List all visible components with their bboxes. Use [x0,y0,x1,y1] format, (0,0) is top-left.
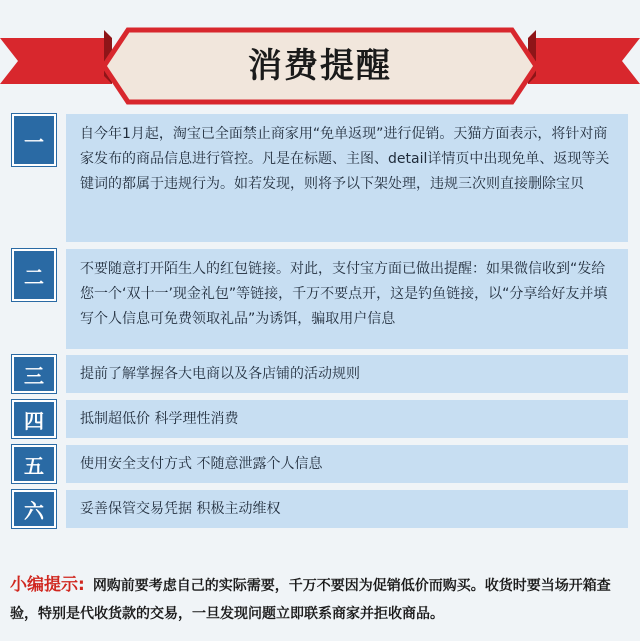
item-text: 抵制超低价 科学理性消费 [66,400,628,438]
item-number: 五 [12,445,56,483]
list-item [12,249,628,349]
item-number: 四 [12,400,56,438]
item-text: 使用安全支付方式 不随意泄露个人信息 [66,445,628,483]
item-text: 自今年1月起，淘宝已全面禁止商家用“免单返现”进行促销。天猫方面表示，将针对商家发布的商品信息进行管控。凡是在标题、主图、detail详情页中出现免单、返现等关键词的都属于违规行为。如若发现，则将予以下架处理，违规三次则直接删除宝贝 [66,114,628,242]
list-item [12,114,628,242]
list-item [12,355,628,393]
page-title: 消费提醒 [248,46,392,86]
item-number: 三 [12,355,56,393]
tip-text: 网购前要考虑自己的实际需要，千万不要因为促销低价而购买。收货时要当场开箱查验，特别是代收货款的交易，一旦发现问题立即联系商家并拒收商品。 [10,578,611,622]
list-item [12,490,628,528]
item-text: 妥善保管交易凭据 积极主动维权 [66,490,628,528]
editor-tip [10,571,630,628]
item-number: 六 [12,490,56,528]
item-number: 一 [12,114,56,166]
list-item [12,445,628,483]
item-text: 提前了解掌握各大电商以及各店铺的活动规则 [66,355,628,393]
item-text: 不要随意打开陌生人的红包链接。对此，支付宝方面已做出提醒：如果微信收到“发给您一个‘双十一’现金礼包”等链接，千万不要点开，这是钓鱼链接，以“分享给好友并填写个人信息可免费领取礼品”为诱饵，骗取用户信息 [66,249,628,349]
item-number: 二 [12,249,56,301]
list-item [12,400,628,438]
tip-label: 小编提示: [10,575,85,595]
